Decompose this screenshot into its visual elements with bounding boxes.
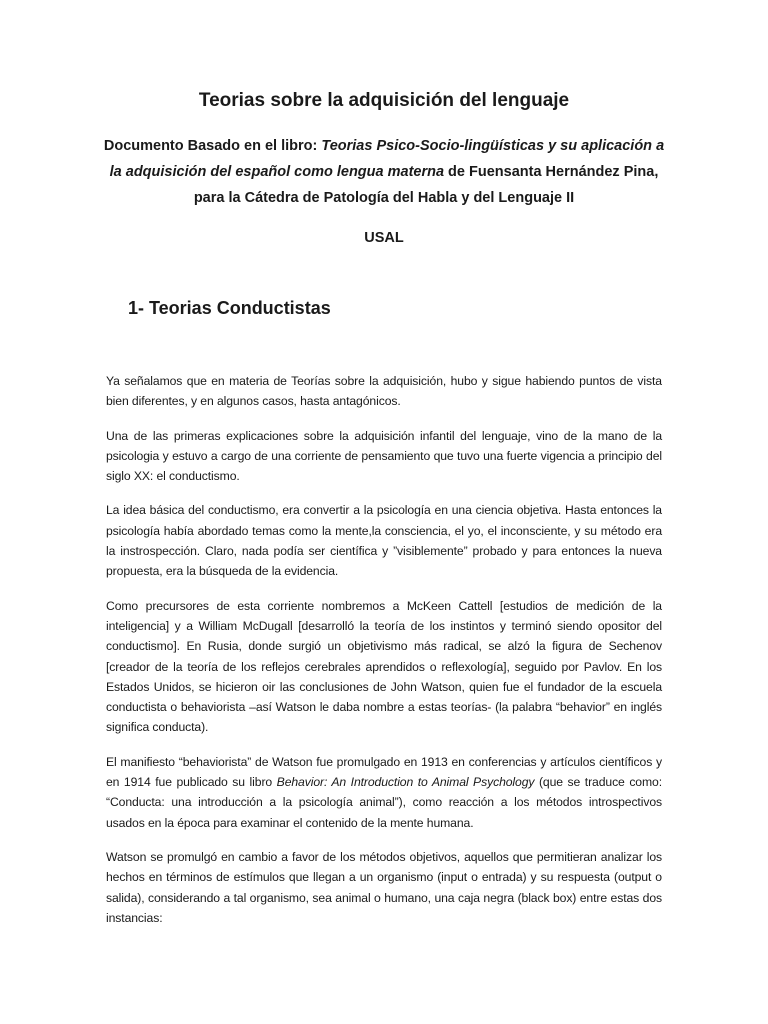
- paragraph-1: Ya señalamos que en materia de Teorías sobre la adquisición, hubo y sigue habiendo puntos de vista bien diferentes, y en algunos casos, hasta antagónicos.: [106, 374, 662, 409]
- paragraph-3: La idea básica del conductismo, era convertir a la psicología en una ciencia objetiva. Hasta entonces la psicología había abordado temas como la mente,la consciencia, el yo, el inconsciente, y su método era la instrospección. Claro, nada podía ser científica y ”visiblemente” probado y para entonces la nueva propuesta, era la búsqueda de la evidencia.: [106, 503, 662, 579]
- organization-label: USAL: [364, 230, 404, 246]
- paragraph-4: Como precursores de esta corriente nombremos a McKeen Cattell [estudios de medición de la inteligencia] y a William McDugall [desarrolló la teoría de los instintos y terminó siendo opositor del conductismo]. En Rusia, donde surgió un objetivismo más radical, se alzó la figura de Sechenov [creador de la teoría de los reflejos cerebrales aprendidos o reflexología], seguido por Pavlov. En los Estados Unidos, se hicieron oir las conclusiones de John Watson, quien fue el fundador de la escuela conductista o behaviorista –así Watson le daba nombre a estas teorías- (la palabra “behavior” en inglés significa conducta).: [106, 598, 662, 735]
- paragraph-2: Una de las primeras explicaciones sobre la adquisición infantil del lenguaje, vino de la mano de la psicologia y estuvo a cargo de una corriente de pensamiento que tuvo una fuerte vigencia a principio del siglo XX: el conductismo.: [106, 428, 662, 484]
- paragraph-5-text-before: El manifiesto “behaviorista” de Watson fue promulgado en 1913 en conferencias y artículos científicos y en 1914 fue publicado su libro: [106, 754, 662, 790]
- document-body: [106, 371, 662, 942]
- section-heading: 1- Teorias Conductistas: [128, 298, 331, 318]
- document-subtitle: [100, 133, 668, 211]
- subtitle-prefix: Documento Basado en el libro:: [103, 138, 322, 154]
- book-title: Teorias Psico-Socio-lingüísticas y su aplicación a la adquisición del español como lengua materna: [109, 138, 665, 180]
- document-title: Teorias sobre la adquisición del lenguaje: [198, 90, 570, 111]
- paragraph-5-book-title: Behavior: An Introduction to Animal Psychology: [276, 775, 535, 790]
- paragraph-5-text-after: (que se traduce como: “Conducta: una introducción a la psicología animal”), como reacción a los métodos introspectivos usados en la época para examinar el contenido de la mente humana.: [106, 775, 663, 830]
- subtitle-suffix: de Fuensanta Hernández Pina, para la Cátedra de Patología del Habla y del Lenguaje II: [193, 164, 659, 206]
- paragraph-6: Watson se promulgó en cambio a favor de los métodos objetivos, aquellos que permitieran analizar los hechos en términos de estímulos que llegan a un organismo (input o entrada) y su respuesta (output o salida), considerando a tal organismo, sea animal o humano, una caja negra (black box) entre estas dos instancias:: [106, 849, 662, 925]
- paragraph-5: [106, 752, 662, 833]
